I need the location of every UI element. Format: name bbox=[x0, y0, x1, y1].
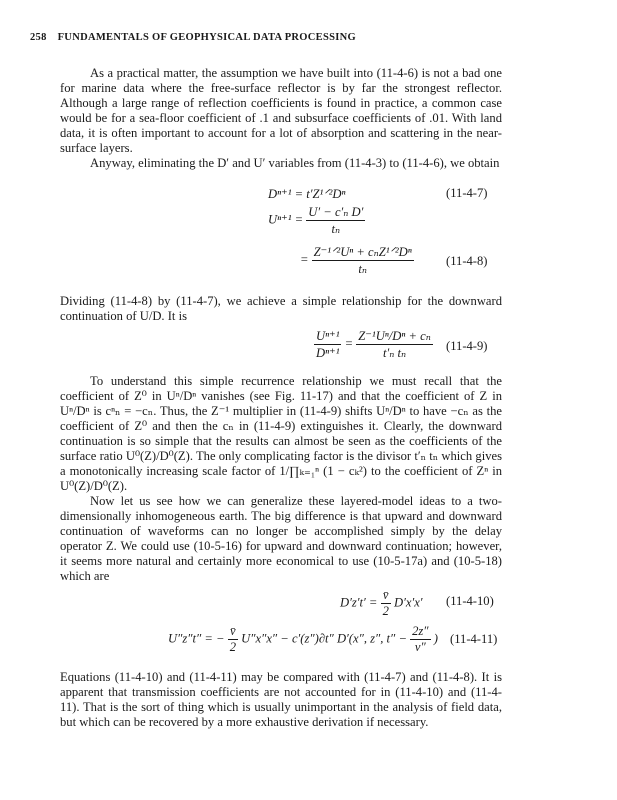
equation-u-fraction bbox=[306, 204, 365, 237]
equation-11-4-8-numerator: Z⁻¹ᐟ²Uⁿ + cₙZ¹ᐟ²Dⁿ bbox=[313, 245, 412, 259]
equation-u-lhs: Uⁿ⁺¹ = bbox=[268, 212, 304, 227]
equation-11-4-10-denominator: 2 bbox=[382, 604, 389, 618]
equation-11-4-9-number: (11-4-9) bbox=[446, 339, 488, 353]
paragraph-1 bbox=[60, 66, 502, 171]
paragraph-3 bbox=[60, 294, 502, 324]
equation-11-4-10-fraction bbox=[381, 588, 391, 619]
equation-11-4-10-numerator: v̄ bbox=[381, 588, 391, 604]
running-header bbox=[30, 32, 356, 43]
equation-11-4-11-fraction-1 bbox=[228, 624, 238, 655]
equation-11-4-8-denominator: tₙ bbox=[358, 262, 367, 276]
equation-11-4-9-rhs-denominator: t′ₙ tₙ bbox=[383, 346, 407, 360]
equation-11-4-10-lhs: D′z′t′ = bbox=[340, 595, 378, 610]
running-title: FUNDAMENTALS OF GEOPHYSICAL DATA PROCESSING bbox=[57, 32, 356, 43]
equation-11-4-8-lhs: = bbox=[300, 252, 309, 267]
equation-11-4-8-number: (11-4-8) bbox=[446, 254, 488, 268]
equation-11-4-11-denominator-2: v″ bbox=[414, 640, 426, 654]
paragraph-6 bbox=[60, 670, 502, 730]
equation-u-n-plus-1 bbox=[268, 204, 365, 237]
equation-11-4-11-fraction-2 bbox=[410, 624, 430, 655]
equation-11-4-9-rhs-numerator: Z⁻¹Uⁿ/Dⁿ + cₙ bbox=[358, 329, 431, 343]
equation-11-4-9: $\frac{\text{Uⁿ⁺¹}}{\text{Dⁿ⁺¹}}$ = $\frac{\text{Z⁻¹Uⁿ/Dⁿ + cₙ}}{\text{t′ₙ tₙ}}$ bbox=[316, 329, 431, 360]
page-number: 258 bbox=[30, 32, 47, 43]
paragraph-2-text: Anyway, eliminating the D′ and U′ variables from (11-4-3) to (11-4-6), we obtain bbox=[90, 156, 500, 170]
paragraph-1-text: As a practical matter, the assumption we have built into (11-4-6) is not a bad one for marine data where the free-surface reflector is by far the strongest reflector. Although a large range of reflection coefficients is found in practice, a common case would be for a sea-floor coefficient of .1 and subsurface coefficients of .01. With land data, it is often important to account for a lot of absorption and scattering in the near-surface layers. bbox=[60, 66, 502, 155]
paragraph-4-5 bbox=[60, 374, 502, 584]
paragraph-3-text: Dividing (11-4-8) by (11-4-7), we achieve a simple relationship for the downward continuation of U/D. It is bbox=[60, 294, 502, 323]
equation-u-denominator: tₙ bbox=[331, 222, 341, 236]
equation-11-4-11-tail: ) bbox=[433, 631, 438, 646]
equation-u-numerator: U′ − c′ₙ D′ bbox=[308, 205, 364, 219]
equation-11-4-11-numerator-2: 2z″ bbox=[412, 624, 429, 638]
equation-11-4-11-denominator-1: 2 bbox=[229, 640, 236, 654]
equation-11-4-9-rhs-fraction bbox=[356, 328, 433, 361]
equation-11-4-11-middle: U″x″x″ − c′(z″)∂t″ D′(x″, z″, t″ − bbox=[241, 631, 407, 646]
paragraph-6-text: Equations (11-4-10) and (11-4-11) may be compared with (11-4-7) and (11-4-8). It is apparent that transmission coefficients are not accounted for in (11-4-10) and (11-4-11). That is the sort of thing which is usually unimportant in the analysis of field data, but which can be recovered by a more exhaustive derivation if necessary. bbox=[60, 670, 502, 729]
equation-11-4-11-number: (11-4-11) bbox=[450, 632, 498, 646]
equation-11-4-7-number: (11-4-7) bbox=[446, 186, 488, 200]
equation-11-4-10-number: (11-4-10) bbox=[446, 594, 494, 608]
equation-11-4-10-rhs: D′x′x′ bbox=[394, 595, 423, 610]
equation-11-4-9-lhs-denominator: Dⁿ⁺¹ bbox=[316, 346, 340, 360]
equation-11-4-7 bbox=[268, 186, 345, 202]
equation-11-4-11-numerator-1: v̄ bbox=[228, 624, 238, 640]
equation-11-4-10 bbox=[340, 588, 423, 619]
equation-11-4-9-lhs-numerator: Uⁿ⁺¹ bbox=[316, 329, 340, 343]
paragraph-4-text: To understand this simple recurrence relationship we must recall that the coefficient of Z⁰ in Uⁿ/Dⁿ vanishes (see Fig. 11-17) and that the coefficient of Z in Uⁿ/Dⁿ is cⁿₙ = −cₙ. Thus, the Z⁻¹ multiplier in (11-4-9) shifts Uⁿ/Dⁿ to have −cₙ as the coefficient of Z⁰ and then the cₙ in (11-4-9) extinguishes it. Clearly, the downward continuation is so simple that the results can almost be seen as the coefficients of the surface ratio U⁰(Z)/D⁰(Z). The only complicating factor is the divisor t′ₙ tₙ which gives a monotonically increasing scale factor of 1/∏ₖ₌₁ⁿ (1 − cₖ²) to the coefficient of Zⁿ in U⁰(Z)/D⁰(Z). bbox=[60, 374, 502, 493]
paragraph-5-text: Now let us see how we can generalize these layered-model ideas to a two-dimensionally inhomogeneous earth. The big difference is that upward and downward continuation of waveforms can no longer be accomplished simply by the delay operator Z. We could use (10-5-16) for upward and downward continuation; however, it seems more natural and certainly more economical to use (10-5-17a) and (10-5-18) which are bbox=[60, 494, 502, 583]
equation-11-4-7-body: Dⁿ⁺¹ = t′Z¹ᐟ²Dⁿ bbox=[268, 187, 346, 201]
equation-11-4-11-lhs: U″z″t″ = − bbox=[168, 631, 225, 646]
equation-11-4-8 bbox=[300, 244, 414, 277]
equation-11-4-8-fraction bbox=[312, 244, 414, 277]
equation-11-4-9-lhs-fraction bbox=[314, 328, 341, 361]
equation-11-4-11 bbox=[168, 624, 438, 655]
